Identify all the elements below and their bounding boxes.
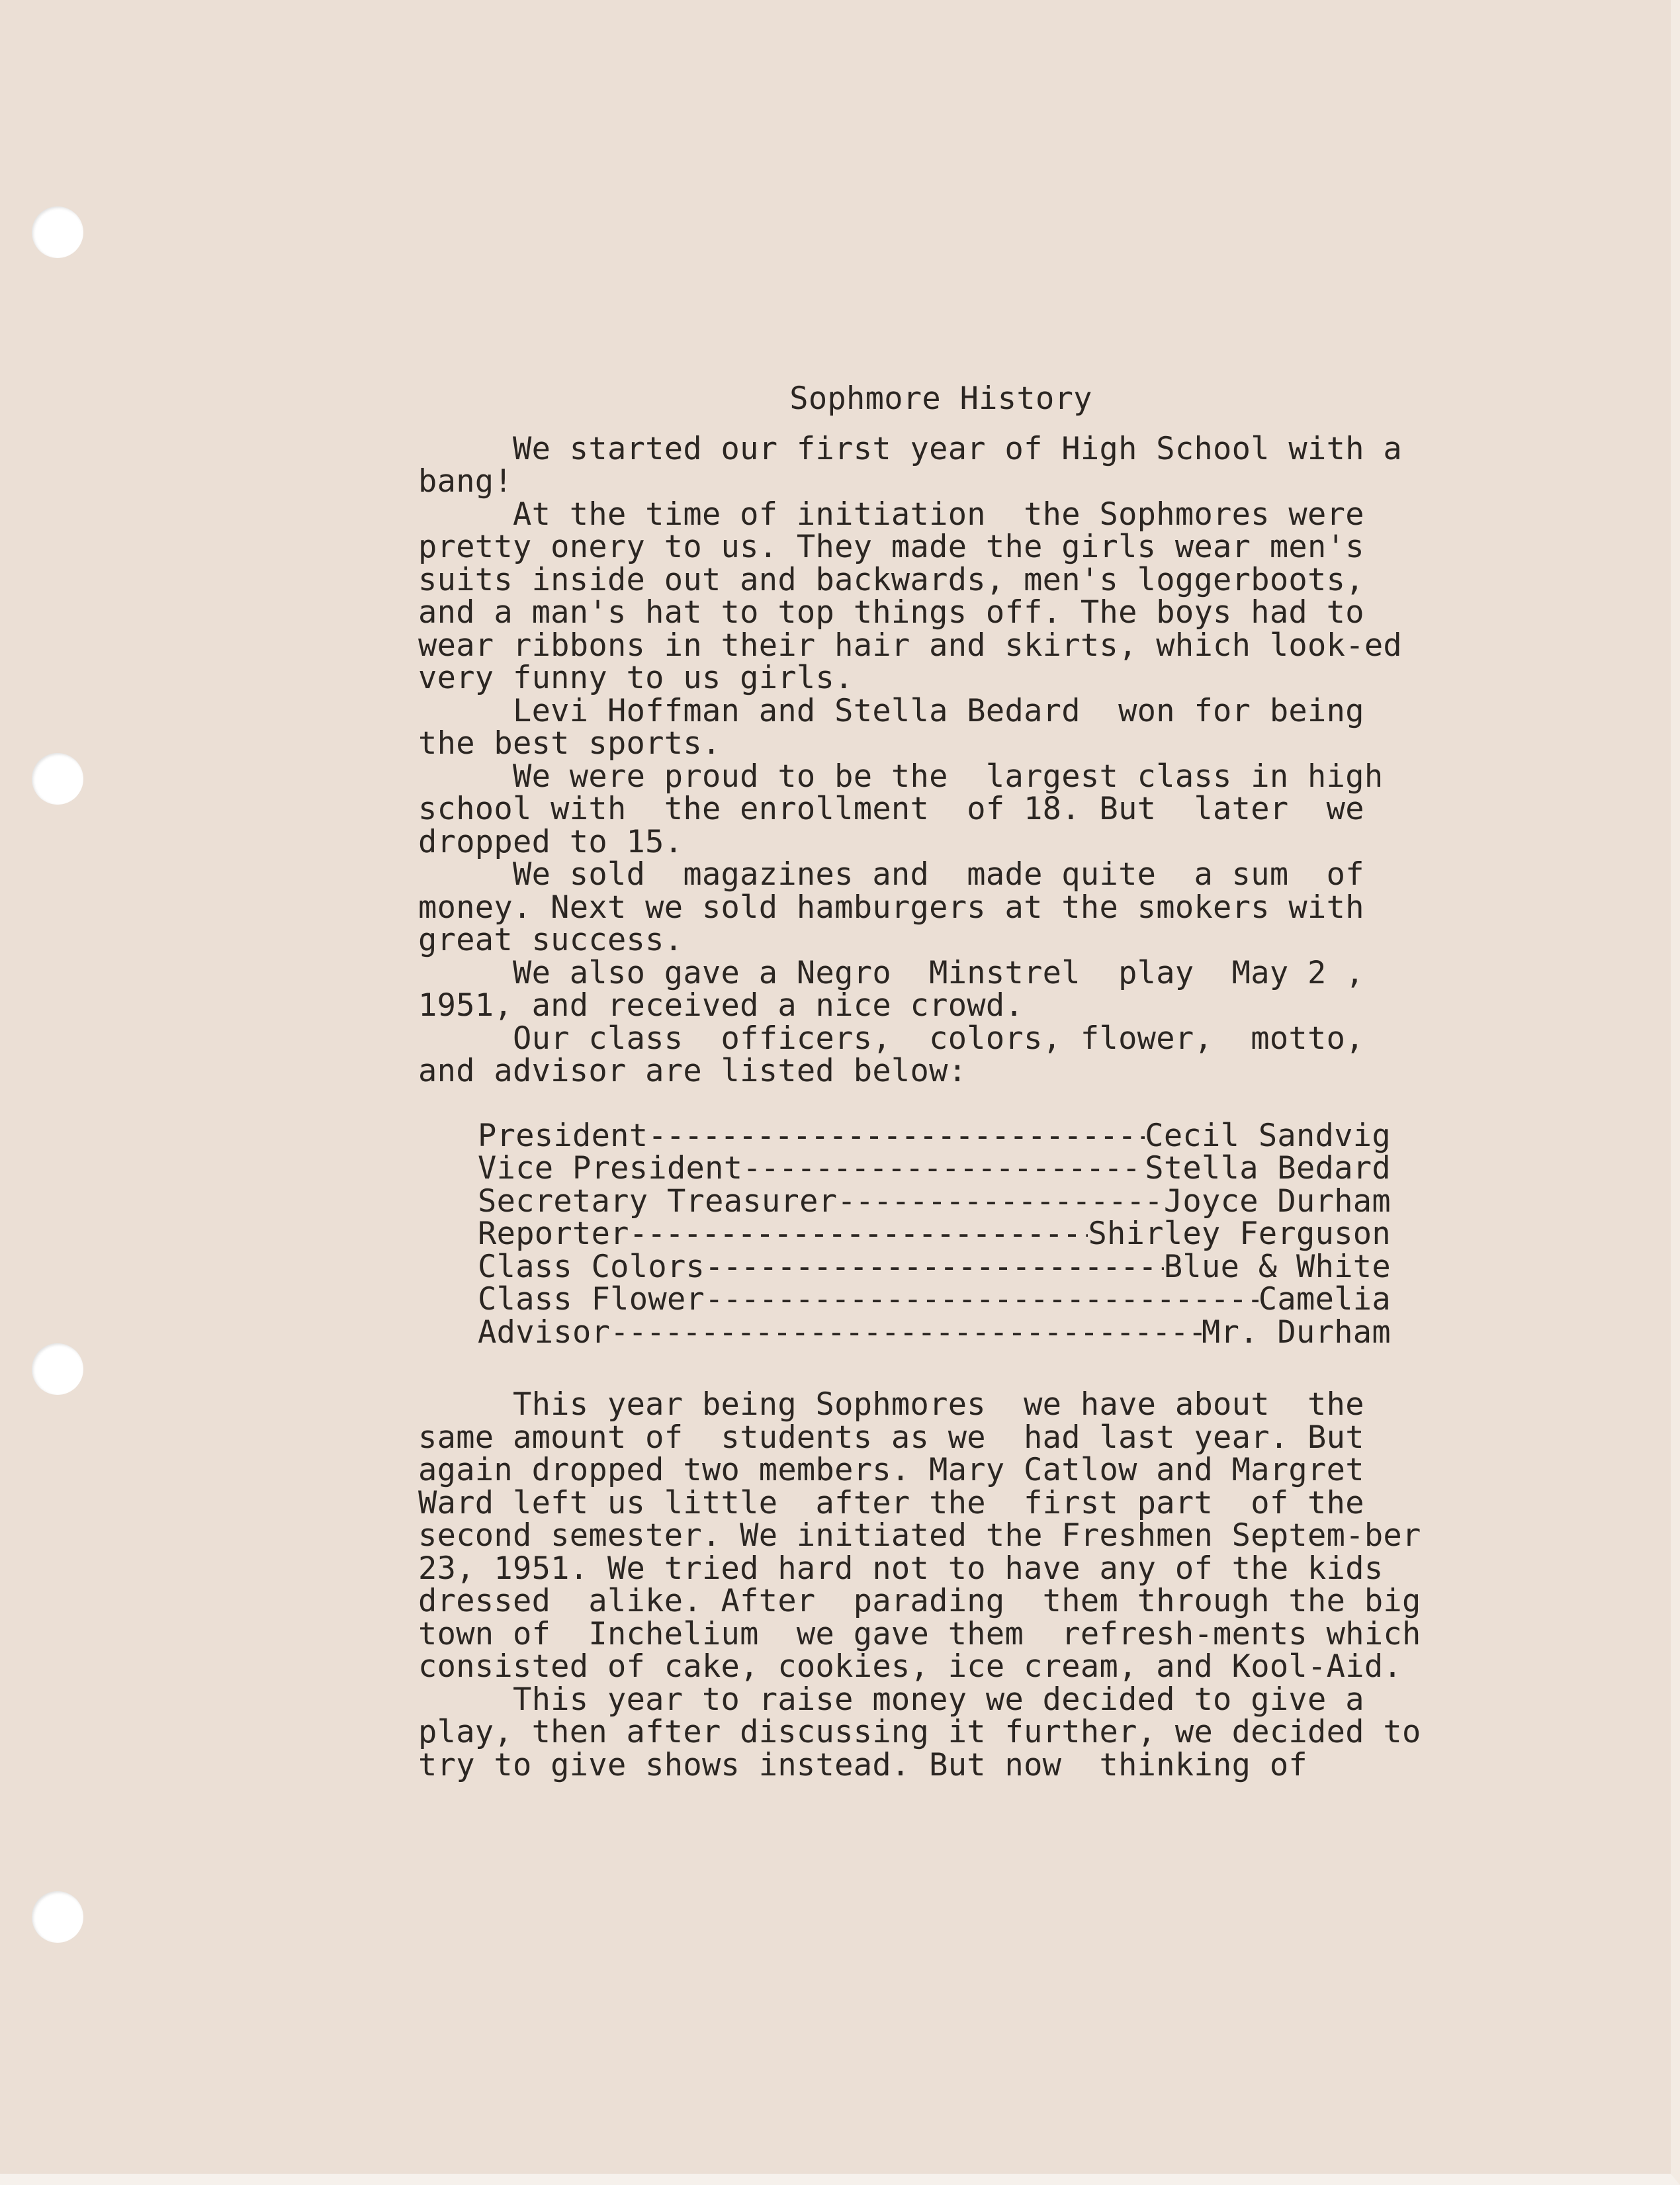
paragraph: We sold magazines and made quite a sum of money. Next we sold hamburgers at the smokers with great success. — [418, 856, 1384, 958]
officer-title: President — [478, 1117, 648, 1154]
punch-hole — [32, 1891, 83, 1943]
paragraph: We started our first year of High School with a bang! — [418, 430, 1421, 500]
officer-title: Vice President — [478, 1150, 743, 1186]
officers-list — [478, 1117, 1391, 1351]
officer-row — [478, 1248, 1391, 1285]
paragraph: This year to raise money we decided to give a play, then after discussing it further, we decided to try to give shows instead. But now thinking of — [418, 1681, 1440, 1783]
officer-row — [478, 1316, 1391, 1349]
officer-name: Blue & White — [1163, 1248, 1391, 1285]
officer-title: Class Flower — [478, 1281, 705, 1317]
paragraph: Our class officers, colors, flower, motto, and advisor are listed below: — [418, 1020, 1384, 1089]
officer-row — [478, 1182, 1391, 1220]
document-title: Sophmore History — [789, 380, 1092, 417]
punch-hole — [32, 1343, 83, 1395]
officer-title: Reporter — [478, 1216, 629, 1252]
punch-hole — [32, 753, 83, 805]
paragraph: We were proud to be the largest class in high school with the enrollment of 18. But later we dropped to 15. — [418, 758, 1403, 860]
paragraph: Levi Hoffman and Stella Bedard won for being the best sports. — [418, 692, 1384, 762]
officer-title: Secretary Treasurer — [478, 1182, 838, 1220]
officer-name: Joyce Durham — [1163, 1182, 1391, 1220]
officer-row — [478, 1218, 1391, 1251]
officer-name: Mr. Durham — [1202, 1314, 1391, 1351]
officer-title: Class Colors — [478, 1248, 705, 1285]
officer-row — [478, 1283, 1391, 1316]
officer-name: Shirley Ferguson — [1088, 1216, 1391, 1252]
paragraph: At the time of initiation the Sophmores were pretty onery to us. They made the girls wear men's suits inside out and backwards, men's loggerboots, and a man's hat to top things off. The boys had to wear ribbons in their hair and skirts, which look-ed very funny to us girls. — [418, 496, 1421, 696]
typewritten-text — [418, 380, 1440, 1783]
officer-name: Cecil Sandvig — [1145, 1117, 1391, 1154]
paragraph: We also gave a Negro Minstrel play May 2 , 1951, and received a nice crowd. — [418, 954, 1384, 1024]
officer-name: Camelia — [1258, 1281, 1391, 1317]
officer-row — [478, 1152, 1391, 1185]
officer-title: Advisor — [478, 1314, 611, 1351]
paragraph: This year being Sophmores we have about the same amount of students as we had last year. But again dropped two members. Mary Catlow and Margret Ward left us little after the first part of the second semester. We initiated the Freshmen Septem-ber 23, 1951. We tried hard not to have any of the kids dressed alike. After parading them through the big town of Inchelium we gave them refresh-ments which consisted of cake, cookies, ice cream, and Kool-Aid. — [418, 1386, 1440, 1685]
punch-hole — [32, 206, 83, 258]
officer-row — [478, 1117, 1391, 1154]
officer-name: Stella Bedard — [1145, 1150, 1391, 1186]
